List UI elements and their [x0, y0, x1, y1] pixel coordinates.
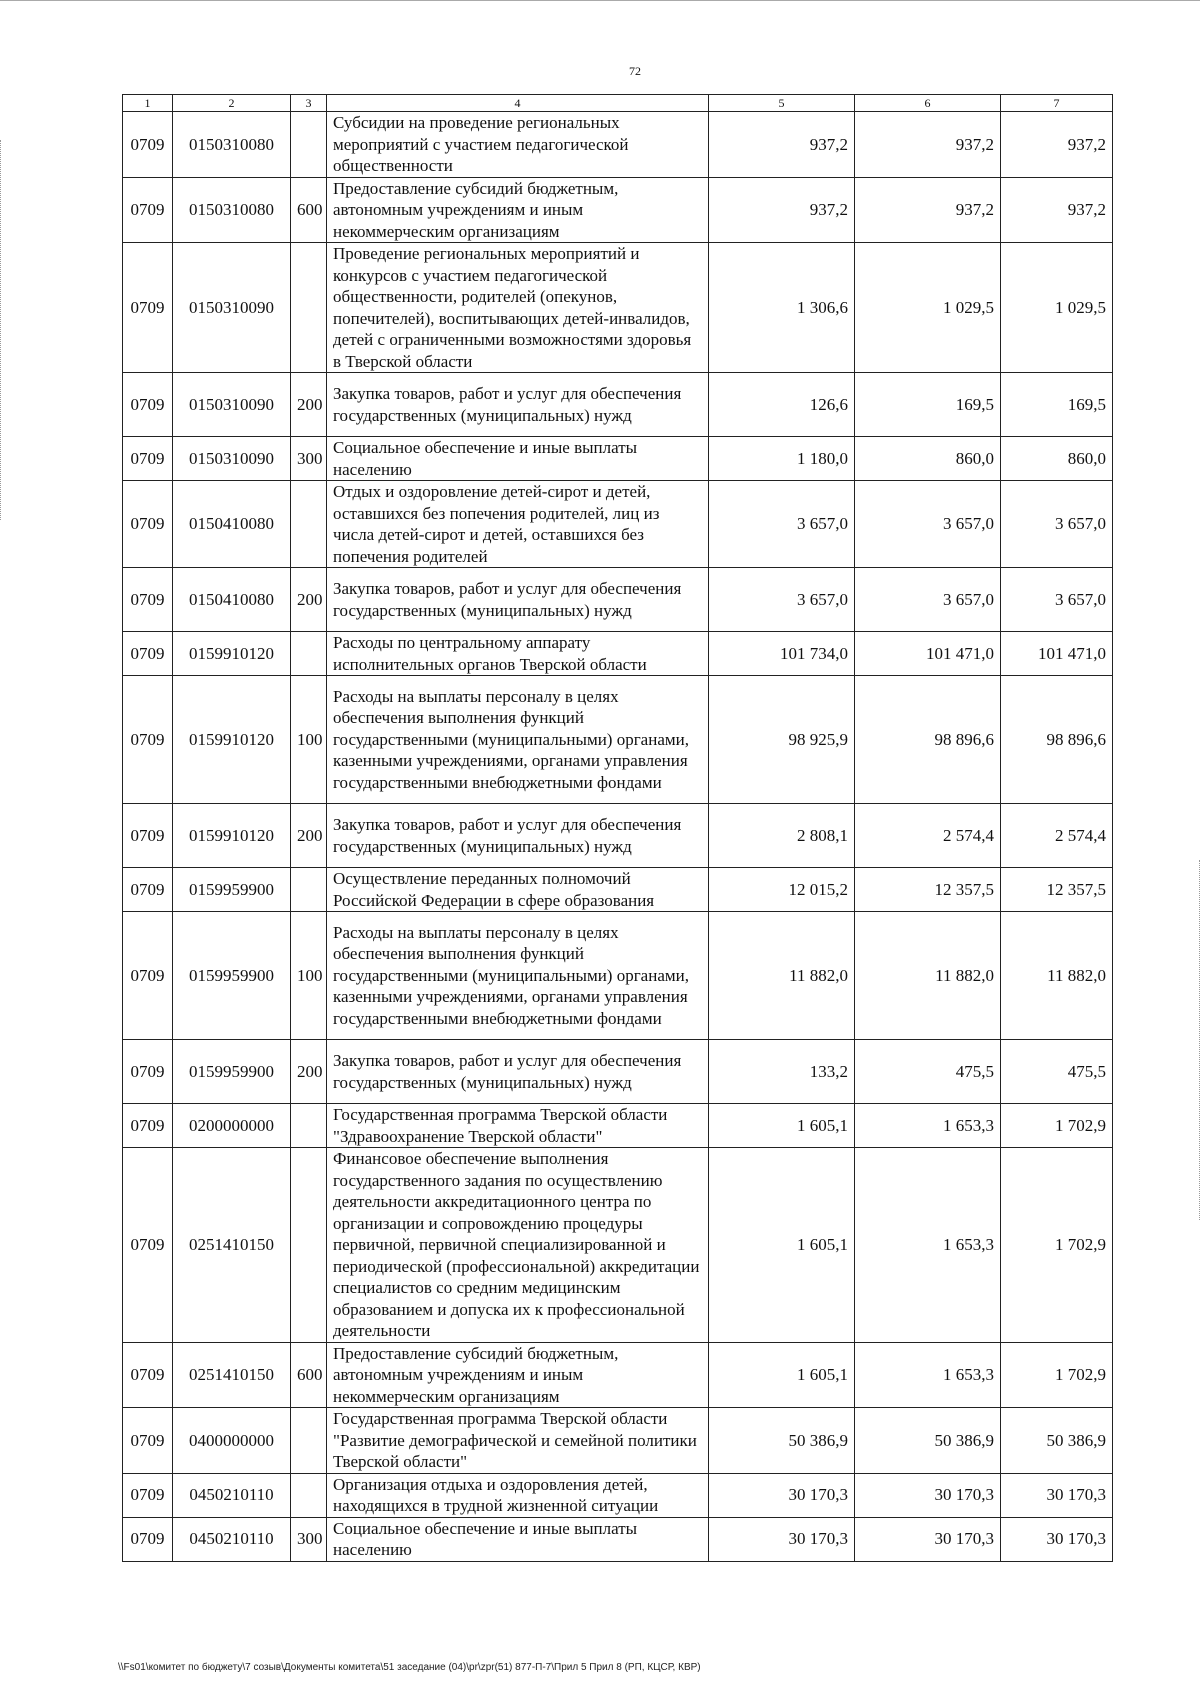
- expense-type-code-cell: [291, 481, 327, 568]
- amount-col5-cell: 11 882,0: [709, 912, 855, 1040]
- table-row: [123, 632, 1113, 676]
- expense-type-code-cell: 200: [291, 568, 327, 632]
- table-row: [123, 437, 1113, 481]
- item-name-cell: Закупка товаров, работ и услуг для обеспечения государственных (муниципальных) нужд: [327, 373, 709, 437]
- col-header-2: 2: [173, 95, 291, 112]
- expense-type-code-cell: [291, 112, 327, 178]
- section-code-cell: 0709: [123, 1148, 173, 1343]
- amount-col7-cell: 937,2: [1001, 177, 1113, 243]
- target-article-code-cell: 0251410150: [173, 1148, 291, 1343]
- section-code-cell: 0709: [123, 632, 173, 676]
- target-article-code-cell: 0159910120: [173, 804, 291, 868]
- target-article-code-cell: 0159910120: [173, 632, 291, 676]
- table-row: [123, 112, 1113, 178]
- amount-col5-cell: 1 605,1: [709, 1104, 855, 1148]
- amount-col5-cell: 2 808,1: [709, 804, 855, 868]
- section-code-cell: 0709: [123, 373, 173, 437]
- section-code-cell: 0709: [123, 112, 173, 178]
- target-article-code-cell: 0150310090: [173, 437, 291, 481]
- expense-type-code-cell: 300: [291, 1517, 327, 1561]
- target-article-code-cell: 0159910120: [173, 676, 291, 804]
- expense-type-code-cell: [291, 1473, 327, 1517]
- amount-col7-cell: 30 170,3: [1001, 1473, 1113, 1517]
- expense-type-code-cell: [291, 1148, 327, 1343]
- target-article-code-cell: 0400000000: [173, 1408, 291, 1474]
- amount-col6-cell: 860,0: [855, 437, 1001, 481]
- left-margin-marks: [0, 140, 5, 520]
- expense-type-code-cell: [291, 1408, 327, 1474]
- amount-col5-cell: 101 734,0: [709, 632, 855, 676]
- section-code-cell: 0709: [123, 481, 173, 568]
- target-article-code-cell: 0159959900: [173, 1040, 291, 1104]
- target-article-code-cell: 0150410080: [173, 568, 291, 632]
- amount-col7-cell: 101 471,0: [1001, 632, 1113, 676]
- target-article-code-cell: 0450210110: [173, 1473, 291, 1517]
- section-code-cell: 0709: [123, 1408, 173, 1474]
- amount-col6-cell: 2 574,4: [855, 804, 1001, 868]
- amount-col7-cell: 2 574,4: [1001, 804, 1113, 868]
- budget-table: [122, 94, 1113, 1562]
- table-row: [123, 177, 1113, 243]
- table-row: [123, 243, 1113, 373]
- target-article-code-cell: 0150310090: [173, 373, 291, 437]
- amount-col6-cell: 12 357,5: [855, 868, 1001, 912]
- expense-type-code-cell: 200: [291, 1040, 327, 1104]
- expense-type-code-cell: 100: [291, 676, 327, 804]
- amount-col5-cell: 98 925,9: [709, 676, 855, 804]
- item-name-cell: Отдых и оздоровление детей-сирот и детей, оставшихся без попечения родителей, лиц из числа детей-сирот и детей, оставшихся без попечения родителей: [327, 481, 709, 568]
- amount-col5-cell: 50 386,9: [709, 1408, 855, 1474]
- amount-col6-cell: 1 029,5: [855, 243, 1001, 373]
- item-name-cell: Расходы по центральному аппарату исполнительных органов Тверской области: [327, 632, 709, 676]
- section-code-cell: 0709: [123, 676, 173, 804]
- amount-col7-cell: 3 657,0: [1001, 568, 1113, 632]
- table-row: [123, 1408, 1113, 1474]
- section-code-cell: 0709: [123, 1473, 173, 1517]
- table-row: [123, 676, 1113, 804]
- item-name-cell: Предоставление субсидий бюджетным, автономным учреждениям и иным некоммерческим организациям: [327, 1342, 709, 1408]
- amount-col5-cell: 937,2: [709, 112, 855, 178]
- amount-col7-cell: 860,0: [1001, 437, 1113, 481]
- amount-col6-cell: 3 657,0: [855, 481, 1001, 568]
- amount-col7-cell: 937,2: [1001, 112, 1113, 178]
- section-code-cell: 0709: [123, 1517, 173, 1561]
- table-row: [123, 1473, 1113, 1517]
- col-header-1: 1: [123, 95, 173, 112]
- amount-col5-cell: 937,2: [709, 177, 855, 243]
- amount-col7-cell: 12 357,5: [1001, 868, 1113, 912]
- target-article-code-cell: 0150310080: [173, 112, 291, 178]
- amount-col6-cell: 3 657,0: [855, 568, 1001, 632]
- item-name-cell: Субсидии на проведение региональных мероприятий с участием педагогической общественности: [327, 112, 709, 178]
- target-article-code-cell: 0150410080: [173, 481, 291, 568]
- col-header-7: 7: [1001, 95, 1113, 112]
- section-code-cell: 0709: [123, 177, 173, 243]
- section-code-cell: 0709: [123, 804, 173, 868]
- amount-col6-cell: 937,2: [855, 177, 1001, 243]
- table-row: [123, 1517, 1113, 1561]
- expense-type-code-cell: 600: [291, 177, 327, 243]
- section-code-cell: 0709: [123, 437, 173, 481]
- table-row: [123, 481, 1113, 568]
- amount-col5-cell: 1 605,1: [709, 1148, 855, 1343]
- item-name-cell: Закупка товаров, работ и услуг для обеспечения государственных (муниципальных) нужд: [327, 568, 709, 632]
- amount-col5-cell: 12 015,2: [709, 868, 855, 912]
- amount-col5-cell: 1 180,0: [709, 437, 855, 481]
- item-name-cell: Закупка товаров, работ и услуг для обеспечения государственных (муниципальных) нужд: [327, 1040, 709, 1104]
- amount-col6-cell: 1 653,3: [855, 1342, 1001, 1408]
- section-code-cell: 0709: [123, 1040, 173, 1104]
- table-row: [123, 568, 1113, 632]
- expense-type-code-cell: [291, 1104, 327, 1148]
- table-row: [123, 1104, 1113, 1148]
- amount-col7-cell: 30 170,3: [1001, 1517, 1113, 1561]
- amount-col5-cell: 1 306,6: [709, 243, 855, 373]
- col-header-4: 4: [327, 95, 709, 112]
- target-article-code-cell: 0150310090: [173, 243, 291, 373]
- expense-type-code-cell: 200: [291, 373, 327, 437]
- amount-col7-cell: 1 702,9: [1001, 1342, 1113, 1408]
- item-name-cell: Государственная программа Тверской области "Развитие демографической и семейной политики Тверской области": [327, 1408, 709, 1474]
- amount-col6-cell: 30 170,3: [855, 1473, 1001, 1517]
- amount-col7-cell: 11 882,0: [1001, 912, 1113, 1040]
- amount-col7-cell: 98 896,6: [1001, 676, 1113, 804]
- expense-type-code-cell: 600: [291, 1342, 327, 1408]
- page-number: 72: [629, 64, 641, 78]
- section-code-cell: 0709: [123, 1104, 173, 1148]
- item-name-cell: Социальное обеспечение и иные выплаты населению: [327, 437, 709, 481]
- col-header-3: 3: [291, 95, 327, 112]
- section-code-cell: 0709: [123, 868, 173, 912]
- expense-type-code-cell: [291, 868, 327, 912]
- item-name-cell: Государственная программа Тверской области "Здравоохранение Тверской области": [327, 1104, 709, 1148]
- amount-col7-cell: 475,5: [1001, 1040, 1113, 1104]
- expense-type-code-cell: [291, 243, 327, 373]
- item-name-cell: Проведение региональных мероприятий и конкурсов с участием педагогической общественности, родителей (опекунов, попечителей), воспитывающих детей-инвалидов, детей с ограниченными возможностями здоровья в Тверской области: [327, 243, 709, 373]
- item-name-cell: Социальное обеспечение и иные выплаты населению: [327, 1517, 709, 1561]
- amount-col5-cell: 1 605,1: [709, 1342, 855, 1408]
- amount-col7-cell: 1 029,5: [1001, 243, 1113, 373]
- amount-col6-cell: 1 653,3: [855, 1104, 1001, 1148]
- amount-col6-cell: 50 386,9: [855, 1408, 1001, 1474]
- target-article-code-cell: 0150310080: [173, 177, 291, 243]
- expense-type-code-cell: 100: [291, 912, 327, 1040]
- header-row: [123, 95, 1113, 112]
- target-article-code-cell: 0450210110: [173, 1517, 291, 1561]
- table-row: [123, 804, 1113, 868]
- amount-col6-cell: 937,2: [855, 112, 1001, 178]
- amount-col6-cell: 475,5: [855, 1040, 1001, 1104]
- amount-col6-cell: 11 882,0: [855, 912, 1001, 1040]
- right-margin-marks: [1195, 860, 1200, 1220]
- section-code-cell: 0709: [123, 1342, 173, 1408]
- amount-col5-cell: 133,2: [709, 1040, 855, 1104]
- table-row: [123, 1342, 1113, 1408]
- section-code-cell: 0709: [123, 243, 173, 373]
- file-path-footer: \\Fs01\комитет по бюджету\7 созыв\Документы комитета\51 заседание (04)\pr\zpr(51) 877-П-7\Прил 5 Прил 8 (РП, КЦСР, КВР): [118, 1662, 701, 1673]
- table-row: [123, 868, 1113, 912]
- item-name-cell: Закупка товаров, работ и услуг для обеспечения государственных (муниципальных) нужд: [327, 804, 709, 868]
- item-name-cell: Осуществление переданных полномочий Российской Федерации в сфере образования: [327, 868, 709, 912]
- table-row: [123, 1040, 1113, 1104]
- target-article-code-cell: 0159959900: [173, 868, 291, 912]
- top-edge-line: [0, 0, 1200, 1]
- item-name-cell: Организация отдыха и оздоровления детей, находящихся в трудной жизненной ситуации: [327, 1473, 709, 1517]
- col-header-6: 6: [855, 95, 1001, 112]
- table-row: [123, 912, 1113, 1040]
- amount-col6-cell: 101 471,0: [855, 632, 1001, 676]
- target-article-code-cell: 0159959900: [173, 912, 291, 1040]
- amount-col7-cell: 1 702,9: [1001, 1104, 1113, 1148]
- amount-col7-cell: 50 386,9: [1001, 1408, 1113, 1474]
- amount-col5-cell: 126,6: [709, 373, 855, 437]
- table-body: [123, 112, 1113, 1562]
- section-code-cell: 0709: [123, 568, 173, 632]
- target-article-code-cell: 0251410150: [173, 1342, 291, 1408]
- amount-col5-cell: 3 657,0: [709, 481, 855, 568]
- expense-type-code-cell: 200: [291, 804, 327, 868]
- amount-col7-cell: 169,5: [1001, 373, 1113, 437]
- item-name-cell: Предоставление субсидий бюджетным, автономным учреждениям и иным некоммерческим организациям: [327, 177, 709, 243]
- amount-col5-cell: 3 657,0: [709, 568, 855, 632]
- amount-col6-cell: 30 170,3: [855, 1517, 1001, 1561]
- amount-col5-cell: 30 170,3: [709, 1473, 855, 1517]
- amount-col7-cell: 3 657,0: [1001, 481, 1113, 568]
- amount-col6-cell: 1 653,3: [855, 1148, 1001, 1343]
- item-name-cell: Расходы на выплаты персоналу в целях обеспечения выполнения функций государственными (муниципальными) органами, казенными учреждениями, органами управления государственными внебюджетными фондами: [327, 912, 709, 1040]
- expense-type-code-cell: 300: [291, 437, 327, 481]
- table-row: [123, 373, 1113, 437]
- amount-col6-cell: 98 896,6: [855, 676, 1001, 804]
- amount-col6-cell: 169,5: [855, 373, 1001, 437]
- amount-col5-cell: 30 170,3: [709, 1517, 855, 1561]
- table-row: [123, 1148, 1113, 1343]
- target-article-code-cell: 0200000000: [173, 1104, 291, 1148]
- section-code-cell: 0709: [123, 912, 173, 1040]
- item-name-cell: Расходы на выплаты персоналу в целях обеспечения выполнения функций государственными (муниципальными) органами, казенными учреждениями, органами управления государственными внебюджетными фондами: [327, 676, 709, 804]
- expense-type-code-cell: [291, 632, 327, 676]
- col-header-5: 5: [709, 95, 855, 112]
- item-name-cell: Финансовое обеспечение выполнения государственного задания по осуществлению деятельности аккредитационного центра по организации и сопровождению процедуры первичной, первичной специализированной и периодической (профессиональной) аккредитации специалистов со средним медицинским образованием и допуска их к профессиональной деятельности: [327, 1148, 709, 1343]
- amount-col7-cell: 1 702,9: [1001, 1148, 1113, 1343]
